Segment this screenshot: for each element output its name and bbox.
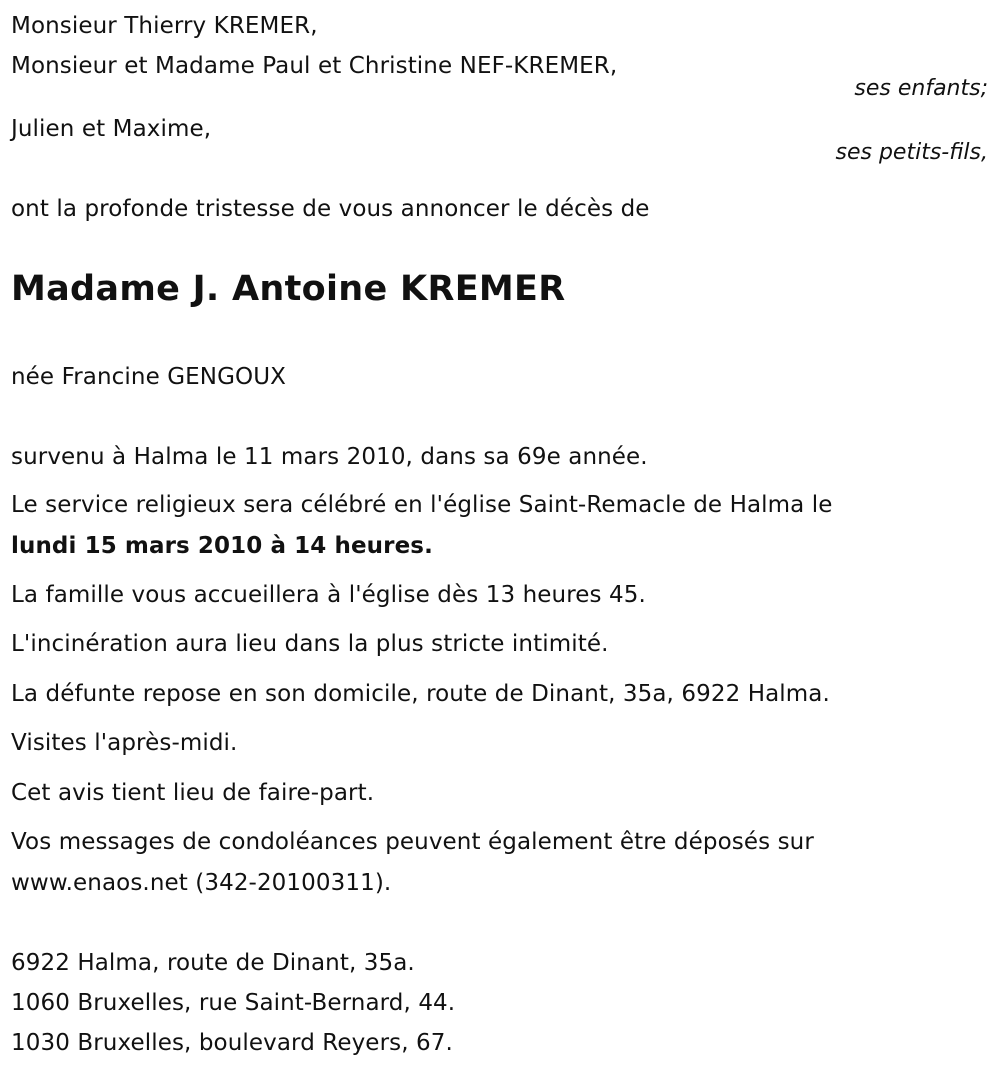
service-details: Le service religieux sera célébré en l'église Saint-Remacle de Halma le [11,492,833,518]
announcement-text: ont la profonde tristesse de vous annoncer le décès de [11,196,650,222]
notice-text: Cet avis tient lieu de faire-part. [11,780,375,806]
welcome-details: La famille vous accueillera à l'église dès 13 heures 45. [11,582,646,608]
rest-details: La défunte repose en son domicile, route de Dinant, 35a, 6922 Halma. [11,681,830,707]
address-line: 1060 Bruxelles, rue Saint-Bernard, 44. [11,990,456,1016]
condolences-link: www.enaos.net (342-20100311). [11,870,392,896]
family-child-2: Monsieur et Madame Paul et Christine NEF-KREMER, [11,53,618,79]
cremation-details: L'incinération aura lieu dans la plus stricte intimité. [11,631,609,657]
family-grandchildren: Julien et Maxime, [11,116,212,142]
grandchildren-role: ses petits-fils, [835,140,988,165]
deceased-birth-name: née Francine GENGOUX [11,364,287,390]
address-line: 1030 Bruxelles, boulevard Reyers, 67. [11,1030,453,1056]
condolences-text: Vos messages de condoléances peuvent également être déposés sur [11,829,814,855]
children-role: ses enfants; [854,76,988,101]
family-child-1: Monsieur Thierry KREMER, [11,13,318,39]
deceased-name: Madame J. Antoine KREMER [11,269,566,309]
death-details: survenu à Halma le 11 mars 2010, dans sa 69e année. [11,444,648,470]
address-line: 6922 Halma, route de Dinant, 35a. [11,950,415,976]
visits-details: Visites l'après-midi. [11,730,238,756]
service-date: lundi 15 mars 2010 à 14 heures. [11,533,433,559]
